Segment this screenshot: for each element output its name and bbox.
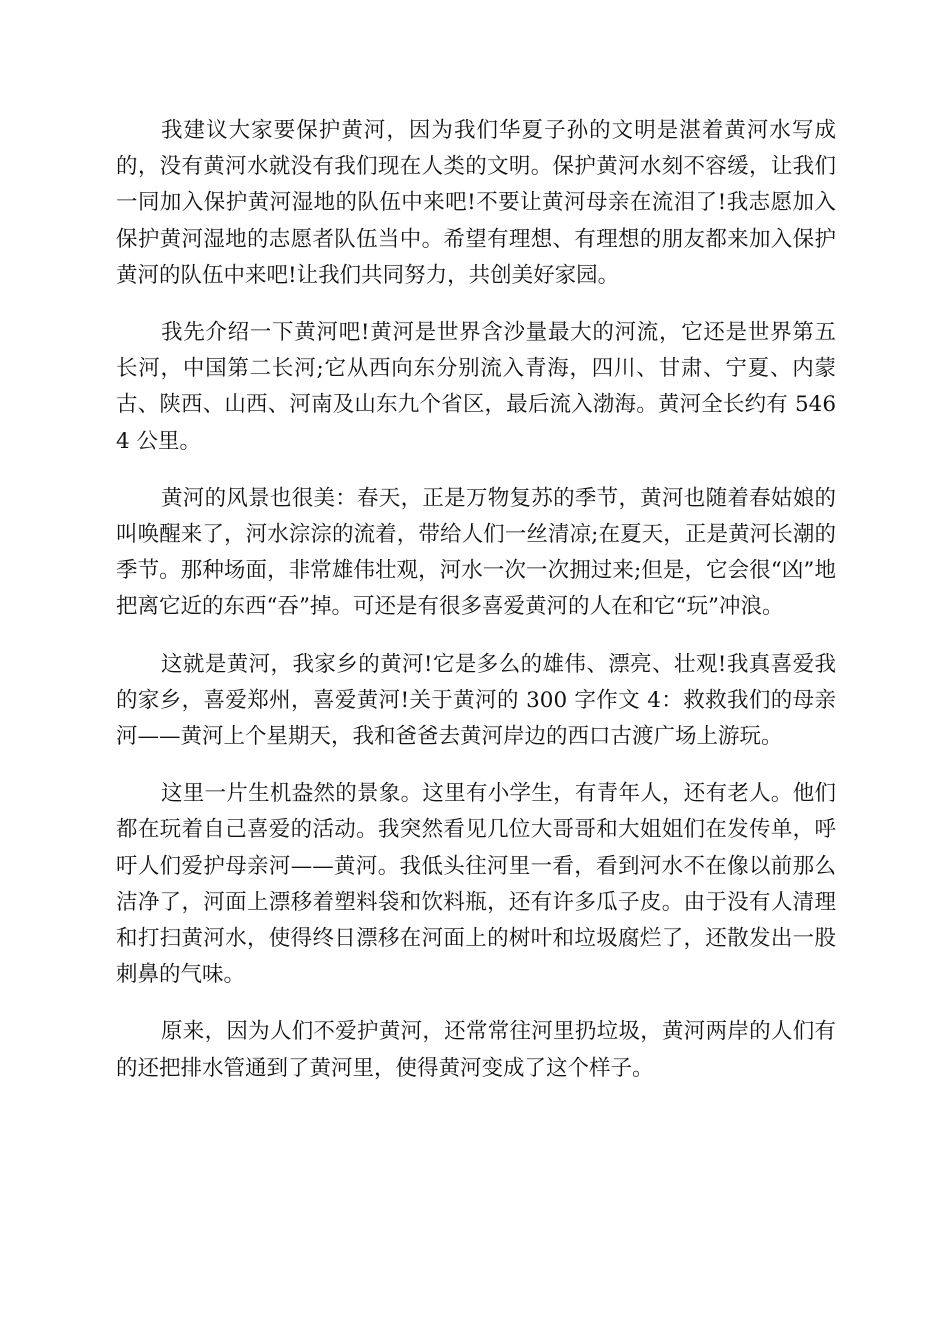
paragraph-5: 这里一片生机盎然的景象。这里有小学生，有青年人，还有老人。他们都在玩着自己喜爱的活动。我突然看见几位大哥哥和大姐姐们在发传单，呼吁人们爱护母亲河——黄河。我低头往河里一看，看到河水不在像以前那么洁净了，河面上漂移着塑料袋和饮料瓶，还有许多瓜子皮。由于没有人清理和打扫黄河水，使得终日漂移在河面上的树叶和垃圾腐烂了，还散发出一股刺鼻的气味。 xyxy=(116,781,836,988)
paragraph-1: 我建议大家要保护黄河，因为我们华夏子孙的文明是湛着黄河水写成的，没有黄河水就没有我们现在人类的文明。保护黄河水刻不容缓，让我们一同加入保护黄河湿地的队伍中来吧!不要让黄河母亲在流泪了!我志愿加入保护黄河湿地的志愿者队伍当中。希望有理想、有理想的朋友都来加入保护黄河的队伍中来吧!让我们共同努力，共创美好家园。 xyxy=(116,118,836,288)
paragraph-3: 黄河的风景也很美：春天，正是万物复苏的季节，黄河也随着春姑娘的叫唤醒来了，河水淙淙的流着，带给人们一丝清凉;在夏天，正是黄河长潮的季节。那种场面，非常雄伟壮观，河水一次一次拥过来;但是，它会很“凶”地把离它近的东西“吞”掉。可还是有很多喜爱黄河的人在和它“玩”冲浪。 xyxy=(116,485,836,620)
paragraph-2: 我先介绍一下黄河吧!黄河是世界含沙量最大的河流，它还是世界第五长河，中国第二长河;它从西向东分别流入青海，四川、甘肃、宁夏、内蒙古、陕西、山西、河南及山东九个省区，最后流入渤海。黄河全长约有 5464 公里。 xyxy=(116,320,836,454)
document-body xyxy=(116,113,836,1108)
paragraph-4: 这就是黄河，我家乡的黄河!它是多么的雄伟、漂亮、壮观!我真喜爱我的家乡，喜爱郑州，喜爱黄河!关于黄河的 300 字作文 4：救救我们的母亲河——黄河上个星期天，我和爸爸去黄河岸边的西口古渡广场上游玩。 xyxy=(116,651,836,750)
paragraph-6: 原来，因为人们不爱护黄河，还常常往河里扔垃圾，黄河两岸的人们有的还把排水管通到了黄河里，使得黄河变成了这个样子。 xyxy=(116,1019,836,1081)
